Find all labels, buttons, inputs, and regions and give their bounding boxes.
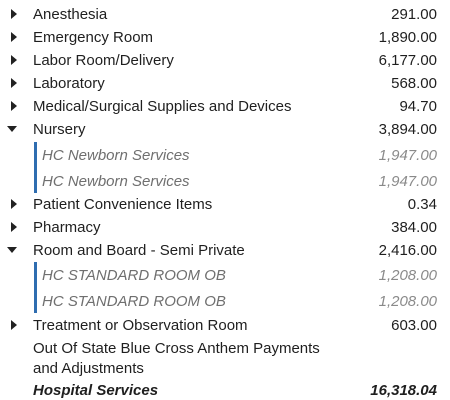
charge-label: Emergency Room	[33, 29, 154, 46]
charge-amount: 2,416.00	[378, 242, 437, 259]
charge-sublabel: HC Newborn Services	[42, 173, 190, 190]
nursery-group-bar	[34, 142, 37, 193]
charge-label: Nursery	[33, 121, 86, 138]
charge-label: Room and Board - Semi Private	[33, 242, 245, 259]
room-board-group-bar	[34, 262, 37, 313]
caret-right-icon[interactable]	[11, 101, 17, 111]
charge-amount: 94.70	[399, 98, 437, 115]
charge-amount: 3,894.00	[378, 121, 437, 138]
caret-down-icon[interactable]	[7, 247, 17, 253]
charge-subamount: 1,208.00	[378, 293, 437, 310]
charge-amount: 6,177.00	[378, 52, 437, 69]
charge-label: Medical/Surgical Supplies and Devices	[33, 98, 292, 115]
charge-amount: 291.00	[391, 6, 437, 23]
charge-label: Labor Room/Delivery	[33, 52, 174, 69]
charge-label: Laboratory	[33, 75, 105, 92]
caret-right-icon[interactable]	[11, 32, 17, 42]
charge-label: Pharmacy	[33, 219, 101, 236]
caret-right-icon[interactable]	[11, 320, 17, 330]
caret-right-icon[interactable]	[11, 199, 17, 209]
charge-subamount: 1,947.00	[378, 147, 437, 164]
charge-sublabel: HC Newborn Services	[42, 147, 190, 164]
charge-label: Treatment or Observation Room	[33, 317, 248, 334]
charge-amount: 568.00	[391, 75, 437, 92]
charge-subamount: 1,208.00	[378, 267, 437, 284]
charge-label: Anesthesia	[33, 6, 108, 23]
charge-sublabel: HC STANDARD ROOM OB	[42, 293, 226, 310]
charge-amount: 1,890.00	[378, 29, 437, 46]
caret-right-icon[interactable]	[11, 55, 17, 65]
caret-right-icon[interactable]	[11, 78, 17, 88]
charge-subamount: 1,947.00	[378, 173, 437, 190]
charge-label: Patient Convenience Items	[33, 196, 213, 213]
caret-down-icon[interactable]	[7, 126, 17, 132]
charge-amount: 0.34	[407, 196, 437, 213]
caret-right-icon[interactable]	[11, 9, 17, 19]
caret-right-icon[interactable]	[11, 222, 17, 232]
charge-amount: 384.00	[391, 219, 437, 236]
total-amount: 16,318.04	[370, 382, 437, 399]
total-label: Hospital Services	[33, 382, 159, 399]
charge-amount: 603.00	[391, 317, 437, 334]
charge-label: Out Of State Blue Cross Anthem Payments and Adjustments	[33, 340, 320, 377]
charge-sublabel: HC STANDARD ROOM OB	[42, 267, 226, 284]
